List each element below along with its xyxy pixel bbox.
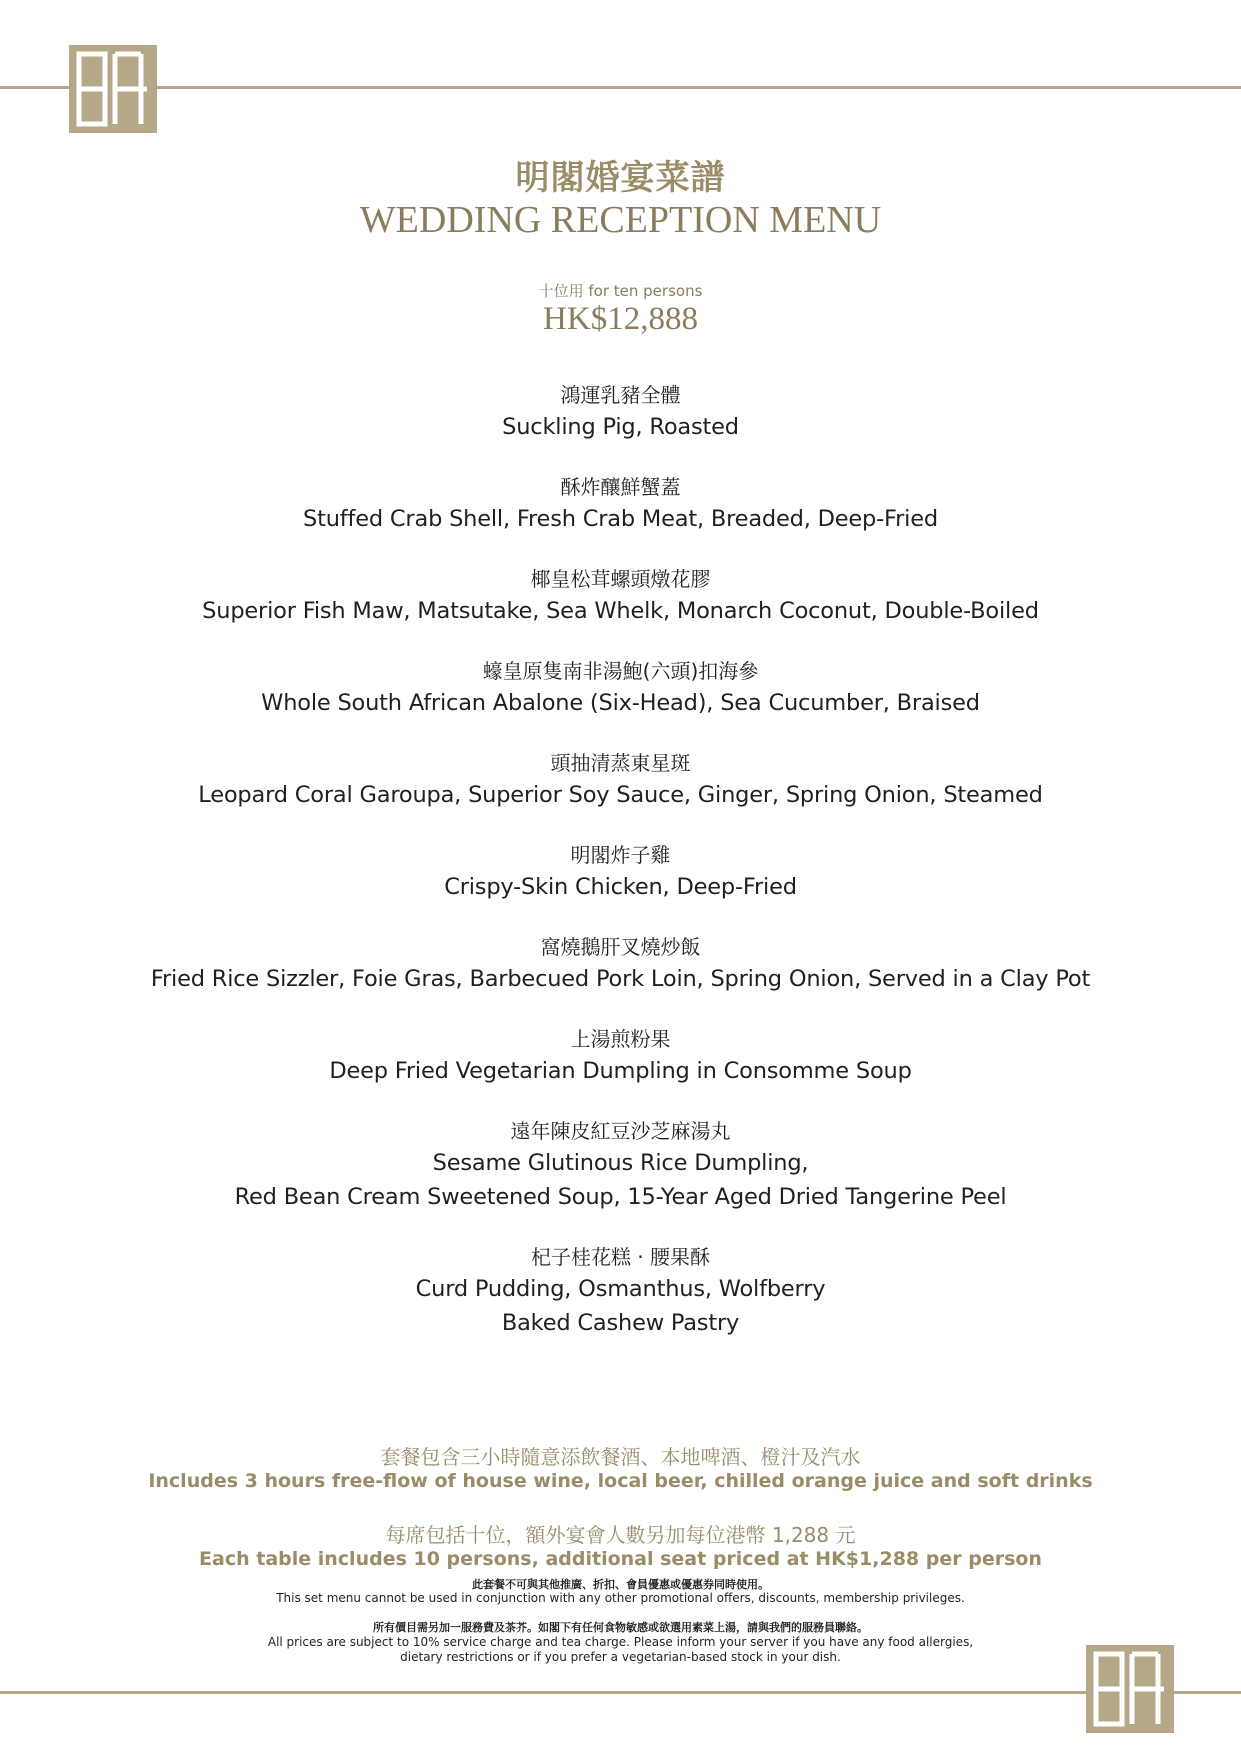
seat-note-english: Each table includes 10 persons, additional seat priced at HK$1,288 per person [199, 1548, 1042, 1570]
dish-name-english: Superior Fish Maw, Matsutake, Sea Whelk, Monarch Coconut, Double-Boiled [202, 598, 1039, 624]
dish-name-english: Leopard Coral Garoupa, Superior Soy Sauce, Ginger, Spring Onion, Steamed [198, 782, 1043, 808]
dish-name-chinese: 頭抽清蒸東星斑 [550, 751, 691, 775]
dish-name-english: Crispy-Skin Chicken, Deep-Fried [444, 874, 797, 900]
dish-name-chinese: 杞子桂花糕 · 腰果酥 [530, 1245, 711, 1269]
top-rule [0, 86, 1241, 89]
dish-name-english: Stuffed Crab Shell, Fresh Crab Meat, Breaded, Deep-Fried [303, 506, 938, 532]
dish-name-english: Suckling Pig, Roasted [502, 414, 739, 440]
dish-name-english: Fried Rice Sizzler, Foie Gras, Barbecued Pork Loin, Spring Onion, Served in a Clay Pot [150, 966, 1091, 992]
dish-item [0, 748, 1241, 812]
dish-list [0, 380, 1241, 1368]
service-charge-note-english-line1: All prices are subject to 10% service charge and tea charge. Please inform your server if you have any food allergies, [267, 1635, 974, 1649]
dish-item [0, 1242, 1241, 1340]
dish-name-chinese: 蠔皇原隻南非湯鮑(六頭)扣海參 [482, 659, 759, 683]
includes-note-english: Includes 3 hours free-flow of house wine, local beer, chilled orange juice and soft drinks [148, 1470, 1093, 1492]
dish-name-english: Sesame Glutinous Rice Dumpling, [432, 1150, 809, 1176]
promo-disclaimer-chinese: 此套餐不可與其他推廣、折扣、會員優惠或優惠券同時使用。 [472, 1578, 769, 1591]
dish-item [0, 656, 1241, 720]
bottom-rule [0, 1691, 1241, 1694]
dish-name-chinese: 椰皇松茸螺頭燉花膠 [530, 567, 711, 591]
service-charge-note-chinese: 所有價目需另加一服務費及茶芥。如閣下有任何食物敏感或欲選用素菜上湯，請與我們的服務員聯絡。 [373, 1621, 868, 1634]
menu-title-english: WEDDING RECEPTION MENU [359, 199, 882, 241]
ming-court-logo-icon [69, 45, 157, 133]
dish-item [0, 380, 1241, 444]
includes-note-chinese: 套餐包含三小時隨意添飲餐酒、本地啤酒、橙汁及汽水 [380, 1445, 861, 1469]
service-charge-note-english-line2: dietary restrictions or if you prefer a vegetarian-based stock in your dish. [400, 1650, 841, 1664]
menu-price: HK$12,888 [543, 301, 698, 337]
dish-name-english: Whole South African Abalone (Six-Head), Sea Cucumber, Braised [261, 690, 980, 716]
serving-size: 十位用 for ten persons [538, 282, 703, 300]
dish-item [0, 1116, 1241, 1214]
dish-name-english: Curd Pudding, Osmanthus, Wolfberry [415, 1276, 826, 1302]
dish-name-english: Deep Fried Vegetarian Dumpling in Consomme Soup [329, 1058, 912, 1084]
dish-name-english: Baked Cashew Pastry [501, 1310, 740, 1336]
menu-title-chinese: 明閣婚宴菜譜 [515, 158, 726, 198]
dish-item [0, 840, 1241, 904]
dish-name-chinese: 遠年陳皮紅豆沙芝麻湯丸 [510, 1119, 731, 1143]
promo-disclaimer-english: This set menu cannot be used in conjunction with any other promotional offers, discounts, membership privileges. [276, 1591, 965, 1605]
dish-item [0, 932, 1241, 996]
dish-item [0, 564, 1241, 628]
dish-name-chinese: 酥炸釀鮮蟹蓋 [560, 475, 681, 499]
seat-note-chinese: 每席包括十位，額外宴會人數另加每位港幣 1,288 元 [385, 1523, 856, 1547]
dish-name-chinese: 鴻運乳豬全體 [560, 383, 681, 407]
dish-name-chinese: 上湯煎粉果 [570, 1027, 671, 1051]
dish-name-english: Red Bean Cream Sweetened Soup, 15-Year Aged Dried Tangerine Peel [234, 1184, 1007, 1210]
dish-item [0, 1024, 1241, 1088]
dish-name-chinese: 明閣炸子雞 [570, 843, 671, 867]
dish-name-chinese: 窩燒鵝肝叉燒炒飯 [540, 935, 701, 959]
dish-item [0, 472, 1241, 536]
